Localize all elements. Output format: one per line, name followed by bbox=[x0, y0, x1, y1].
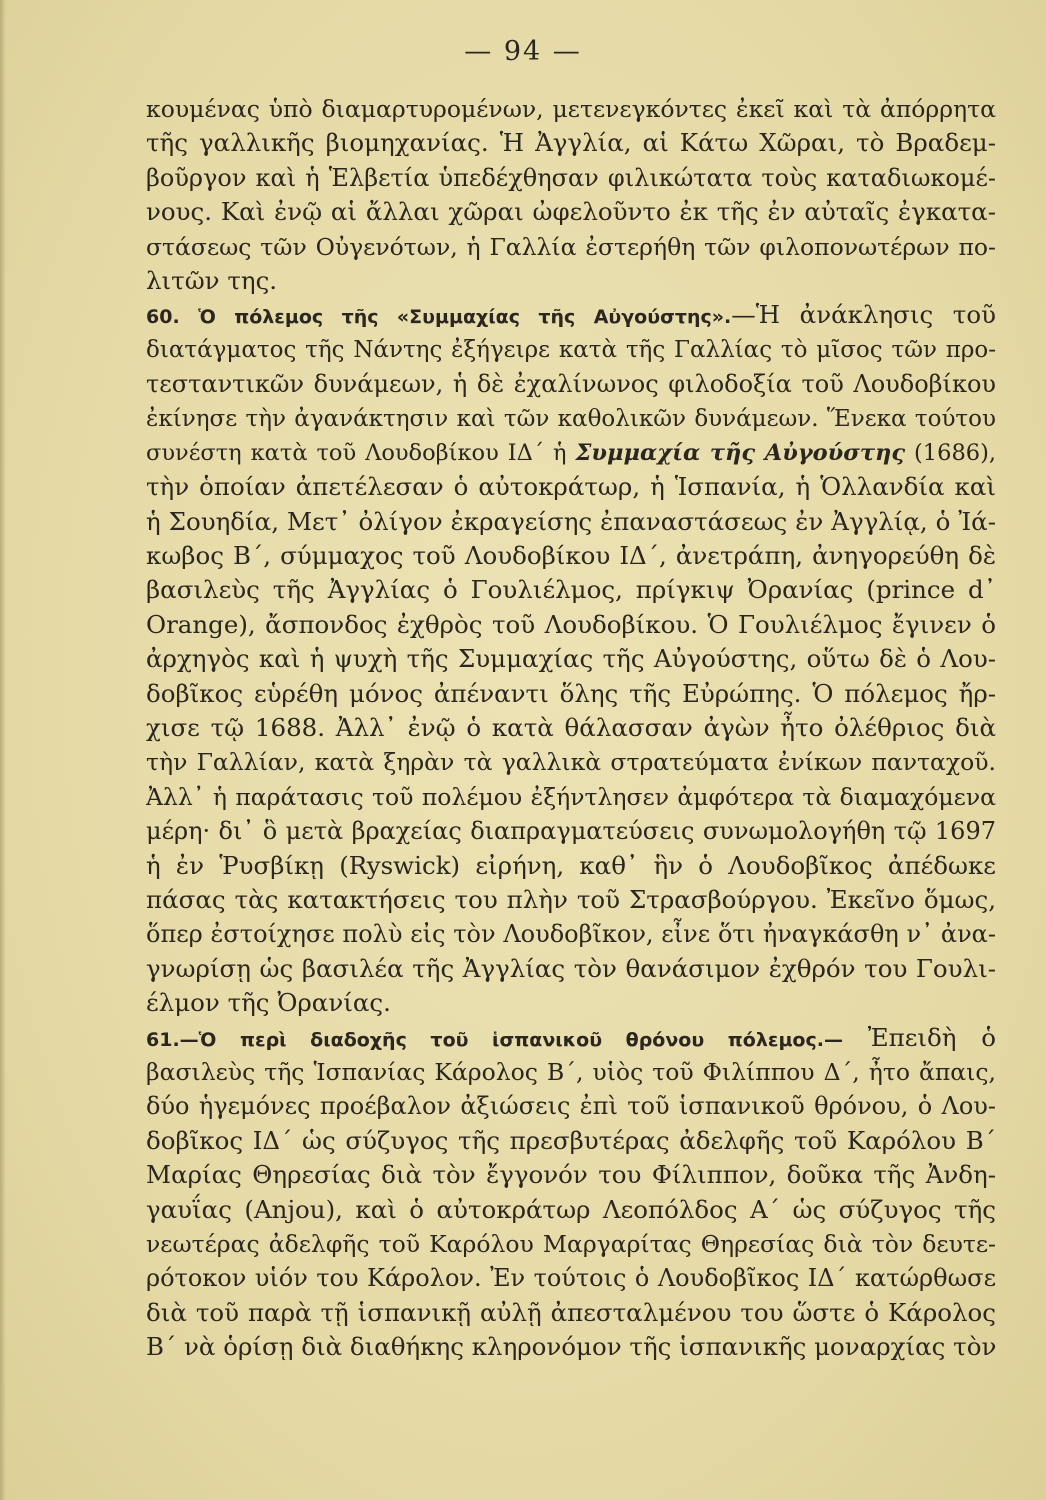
text-line: βασιλεὺς τῆς Ἀγγλίας ὁ Γουλιέλμος, πρίγκιψ Ὀρανίας (prince d᾿ bbox=[146, 575, 996, 605]
text-line: νους. Καὶ ἐνῷ αἱ ἄλλαι χῶραι ὠφελοῦντο ἐκ τῆς ἐν αὐταῖς ἐγκατα- bbox=[146, 197, 996, 227]
section-60-first-line bbox=[146, 298, 996, 332]
page-number: — 94 — bbox=[464, 36, 582, 67]
text-line: γαυΐας (Anjou), καὶ ὁ αὐτοκράτωρ Λεοπόλδος Α΄ ὡς σύζυγος τῆς bbox=[146, 1194, 996, 1224]
text-line: Orange), ἄσπονδος ἐχθρὸς τοῦ Λουδοβίκου. Ὁ Γουλιέλμος ἔγινεν ὁ bbox=[146, 609, 996, 639]
text-line: κουμένας ὑπὸ διαμαρτυρομένων, μετενεγκόντες ἐκεῖ καὶ τὰ ἀπόρρητα bbox=[146, 95, 996, 123]
text-line: νεωτέρας ἀδελφῆς τοῦ Καρόλου Μαργαρίτας Θηρεσίας διὰ τὸν δευτε- bbox=[146, 1229, 996, 1258]
text-span: συνέστη κατὰ τοῦ Λουδοβίκου ΙΔ΄ ἡ bbox=[146, 439, 576, 466]
text-line: Β΄ νὰ ὁρίσῃ διὰ διαθήκης κληρονόμον τῆς ἱσπανικῆς μοναρχίας τὸν bbox=[146, 1332, 996, 1362]
body-text bbox=[146, 92, 996, 1472]
text-span: Ἐπειδὴ ὁ bbox=[842, 1022, 996, 1052]
page-edge-shadow bbox=[0, 0, 6, 1500]
text-line: μέρη· δι᾿ ὃ μετὰ βραχείας διαπραγματεύσεις συνωμολογήθη τῷ 1697 bbox=[146, 817, 996, 846]
text-line: τῆς γαλλικῆς βιομηχανίας. Ἡ Ἀγγλία, αἱ Κάτω Χῶραι, τὸ Βραδεμ- bbox=[146, 128, 996, 158]
text-line: δύο ἡγεμόνες προέβαλον ἀξιώσεις ἐπὶ τοῦ ἱσπανικοῦ θρόνου, ὁ Λου- bbox=[146, 1092, 996, 1121]
text-line: διατάγματος τῆς Νάντης ἐξήγειρε κατὰ τῆς Γαλλίας τὸ μῖσος τῶν προ- bbox=[146, 336, 996, 363]
text-line: χισε τῷ 1688. Ἀλλ᾿ ἐνῷ ὁ κατὰ θάλασσαν ἀγὼν ἦτο ὀλέθριος διὰ bbox=[146, 713, 996, 743]
text-line: γνωρίσῃ ὡς βασιλέα τῆς Ἀγγλίας τὸν θανάσιμον ἐχθρόν του Γουλι- bbox=[146, 953, 996, 983]
text-span: —Ἡ ἀνάκλησις τοῦ bbox=[731, 300, 996, 330]
text-line: ἐκίνησε τὴν ἀγανάκτησιν καὶ τῶν καθολικῶν δυνάμεων. Ἕνεκα τούτου bbox=[146, 405, 996, 432]
text-line: ὅπερ ἐστοίχησε πολὺ εἰς τὸν Λουδοβῖκον, εἶνε ὅτι ἠναγκάσθη ν᾿ ἀνα- bbox=[146, 920, 996, 949]
text-line: Ἀλλ᾿ ἡ παράτασις τοῦ πολέμου ἐξήντλησεν ἀμφότερα τὰ διαμαχόμενα bbox=[146, 782, 996, 811]
emphasized-term: Συμμαχία τῆς Αὐγούστης bbox=[575, 439, 906, 466]
text-line: τεσταντικῶν δυνάμεων, ἡ δὲ ἐχαλίνωνος φιλοδοξία τοῦ Λουδοβίκου bbox=[146, 370, 996, 399]
text-line: ἡ ἐν Ῥυσβίκῃ (Ryswick) εἰρήνη, καθ᾿ ἣν ὁ Λουδοβῖκος ἀπέδωκε bbox=[146, 850, 996, 880]
text-line: δοβῖκος εὑρέθη μόνος ἀπέναντι ὅλης τῆς Εὐρώπης. Ὁ πόλεμος ἤρ- bbox=[146, 678, 996, 708]
text-line: δοβῖκος ΙΔ΄ ὡς σύζυγος τῆς πρεσβυτέρας ἀδελφῆς τοῦ Καρόλου Β΄ bbox=[146, 1125, 996, 1155]
text-line: διὰ τοῦ παρὰ τῇ ἱσπανικῇ αὐλῇ ἀπεσταλμένου του ὥστε ὁ Κάρολος bbox=[146, 1297, 996, 1327]
text-line: βασιλεὺς τῆς Ἱσπανίας Κάρολος Β΄, υἱὸς τοῦ Φιλίππου Δ΄, ἦτο ἄπαις, bbox=[146, 1057, 996, 1086]
text-line: τὴν ὁποίαν ἀπετέλεσαν ὁ αὐτοκράτωρ, ἡ Ἱσπανία, ἡ Ὁλλανδία καὶ bbox=[146, 472, 996, 502]
text-line-with-emphasis bbox=[146, 436, 996, 470]
text-line: ἡ Σουηδία, Μετ᾿ ὀλίγον ἐκραγείσης ἐπαναστάσεως ἐν Ἀγγλίᾳ, ὁ Ἰά- bbox=[146, 506, 996, 536]
text-line: έλμον τῆς Ὀρανίας. bbox=[146, 988, 391, 1018]
text-line: στάσεως τῶν Οὐγενότων, ἡ Γαλλία ἐστερήθη τῶν φιλοπονωτέρων πο- bbox=[146, 232, 996, 261]
section-60-heading: 60. Ὁ πόλεμος τῆς «Συμμαχίας τῆς Αὐγούστης». bbox=[146, 306, 732, 329]
text-line: τὴν Γαλλίαν, κατὰ ξηρὰν τὰ γαλλικὰ στρατεύματα ἐνίκων πανταχοῦ. bbox=[146, 748, 996, 777]
text-line: ἀρχηγὸς καὶ ἡ ψυχὴ τῆς Συμμαχίας τῆς Αὐγούστης, οὕτω δὲ ὁ Λου- bbox=[146, 644, 996, 674]
text-line: κωβος Β΄, σύμμαχος τοῦ Λουδοβίκου ΙΔ΄, ἀνετράπη, ἀνηγορεύθη δὲ bbox=[146, 541, 996, 571]
text-line: βοῦργον καὶ ἡ Ἑλβετία ὑπεδέχθησαν φιλικώτατα τοὺς καταδιωκομέ- bbox=[146, 163, 996, 192]
text-span: (1686), bbox=[905, 439, 996, 466]
text-line: λιτῶν της. bbox=[146, 265, 278, 295]
section-61-heading: 61.—Ὁ περὶ διαδοχῆς τοῦ ἱσπανικοῦ θρόνου πόλεμος.— bbox=[146, 1028, 843, 1051]
text-line: πάσας τὰς κατακτήσεις του πλὴν τοῦ Στρασβούργου. Ἐκεῖνο ὅμως, bbox=[146, 884, 996, 914]
text-line: Μαρίας Θηρεσίας διὰ τὸν ἔγγονόν του Φίλιππον, δοῦκα τῆς Ἀνδη- bbox=[146, 1160, 996, 1190]
section-61-first-line bbox=[146, 1021, 996, 1055]
text-line: ρότοκον υἱόν του Κάρολον. Ἐν τούτοις ὁ Λουδοβῖκος ΙΔ΄ κατώρθωσε bbox=[146, 1264, 996, 1293]
